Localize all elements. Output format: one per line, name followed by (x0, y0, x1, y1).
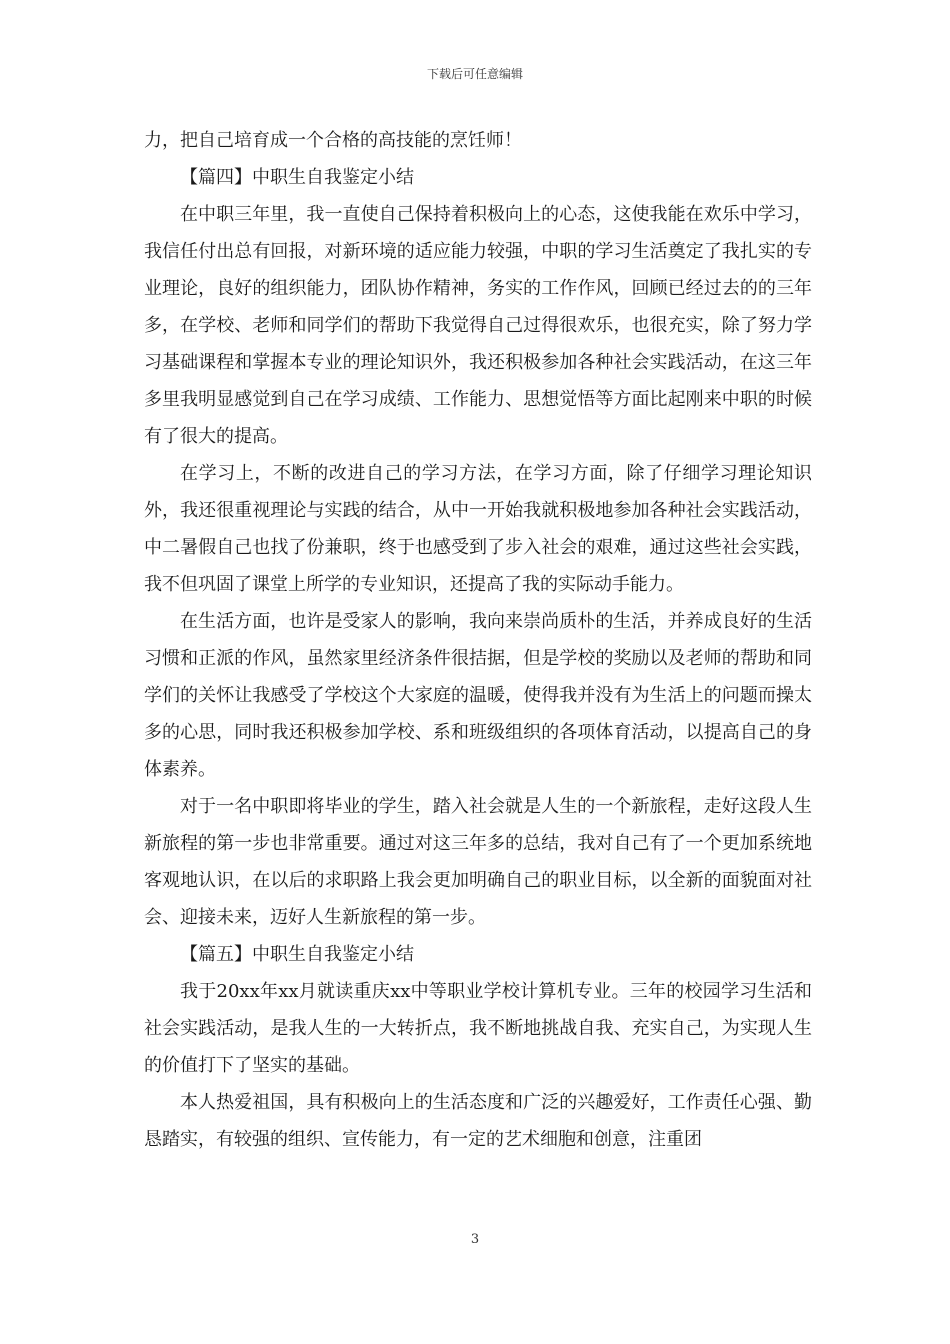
document-body (144, 122, 812, 1158)
paragraph: 在中职三年里，我一直使自己保持着积极向上的心态，这使我能在欢乐中学习，我信任付出总有回报，对新环境的适应能力较强，中职的学习生活奠定了我扎实的专业理论，良好的组织能力，团队协作精神，务实的工作作风，回顾已经过去的的三年多，在学校、老师和同学们的帮助下我觉得自己过得很欢乐，也很充实，除了努力学习基础课程和掌握本专业的理论知识外，我还积极参加各种社会实践活动，在这三年多里我明显感觉到自己在学习成绩、工作能力、思想觉悟等方面比起刚来中职的时候有了很大的提高。 (144, 204, 812, 447)
page-number: 3 (470, 1232, 480, 1247)
paragraph: 在生活方面，也许是受家人的影响，我向来崇尚质朴的生活，并养成良好的生活习惯和正派的作风，虽然家里经济条件很拮据，但是学校的奖励以及老师的帮助和同学们的关怀让我感受了学校这个大家庭的温暖，使得我并没有为生活上的问题而操太多的心思，同时我还积极参加学校、系和班级组织的各项体育活动，以提高自己的身体素养。 (144, 611, 812, 780)
paragraph-continuation: 力，把自己培育成一个合格的高技能的烹饪师！ (144, 130, 522, 151)
paragraph: 在学习上，不断的改进自己的学习方法，在学习方面，除了仔细学习理论知识外，我还很重视理论与实践的结合，从中一开始我就积极地参加各种社会实践活动，中二暑假自己也找了份兼职，终于也感受到了步入社会的艰难，通过这些社会实践，我不但巩固了课堂上所学的专业知识，还提高了我的实际动手能力。 (144, 463, 812, 595)
section-heading-4: 【篇四】中职生自我鉴定小结 (180, 167, 414, 188)
section-heading-5: 【篇五】中职生自我鉴定小结 (180, 944, 414, 965)
paragraph: 对于一名中职即将毕业的学生，踏入社会就是人生的一个新旅程，走好这段人生新旅程的第一步也非常重要。通过对这三年多的总结，我对自己有了一个更加系统地客观地认识，在以后的求职路上我会更加明确自己的职业目标，以全新的面貌面对社会、迎接未来，迈好人生新旅程的第一步。 (144, 796, 812, 928)
paragraph: 我于20xx年xx月就读重庆xx中等职业学校计算机专业。三年的校园学习生活和社会实践活动，是我人生的一大转折点，我不断地挑战自我、充实自己，为实现人生的价值打下了坚实的基础。 (144, 981, 812, 1076)
page-header: 下载后可任意编辑 (426, 67, 523, 81)
paragraph: 本人热爱祖国，具有积极向上的生活态度和广泛的兴趣爱好，工作责任心强、勤恳踏实，有较强的组织、宣传能力，有一定的艺术细胞和创意，注重团 (144, 1092, 812, 1150)
